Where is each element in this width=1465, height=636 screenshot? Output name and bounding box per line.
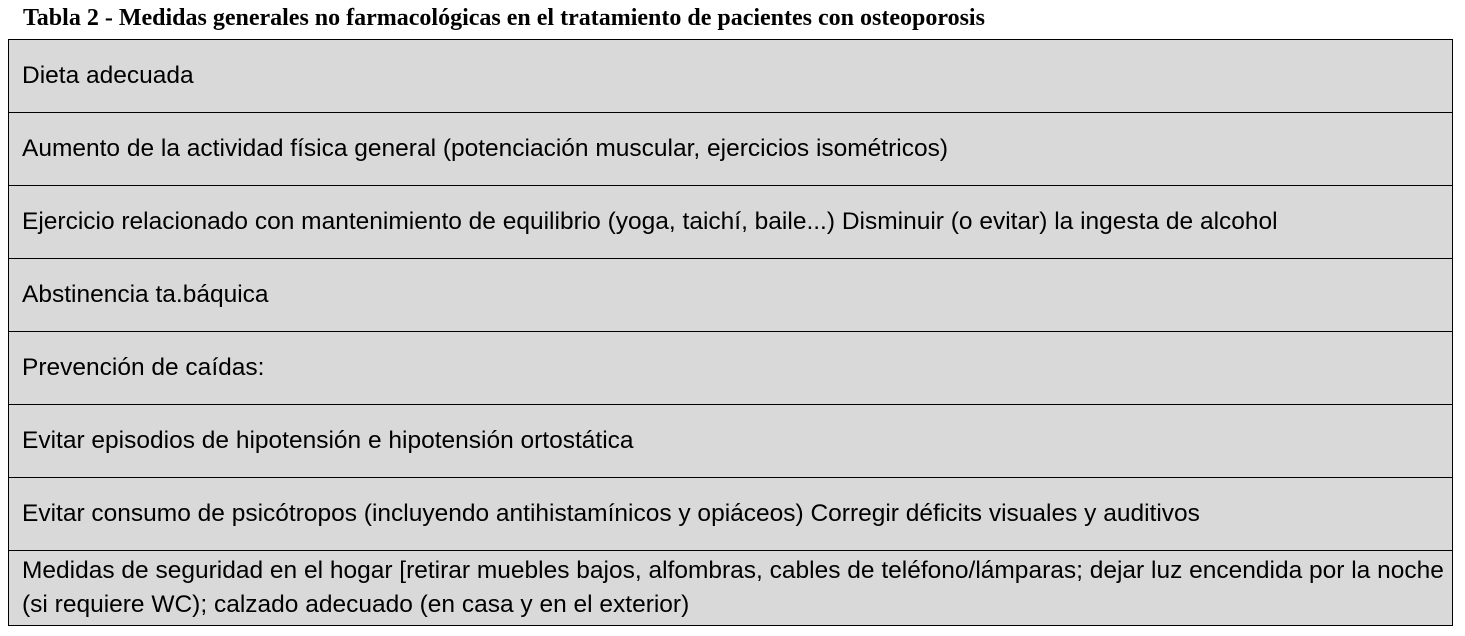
table-row: Aumento de la actividad física general (potenciación muscular, ejercicios isométricos) — [9, 113, 1452, 186]
table-row: Evitar consumo de psicótropos (incluyendo antihistamínicos y opiáceos) Corregir déficits visuales y auditivos — [9, 478, 1452, 551]
table-row: Dieta adecuada — [9, 40, 1452, 113]
table-row: Abstinencia ta.báquica — [9, 259, 1452, 332]
table-caption: Tabla 2 - Medidas generales no farmacológicas en el tratamiento de pacientes con osteoporosis — [23, 5, 985, 31]
table-row: Prevención de caídas: — [9, 332, 1452, 405]
table-row: Evitar episodios de hipotensión e hipotensión ortostática — [9, 405, 1452, 478]
table-row: Ejercicio relacionado con mantenimiento de equilibrio (yoga, taichí, baile...) Disminuir (o evitar) la ingesta de alcohol — [9, 186, 1452, 259]
table-row: Medidas de seguridad en el hogar [retirar muebles bajos, alfombras, cables de teléfono/lámparas; dejar luz encendida por la noche (si requiere WC); calzado adecuado (en casa y en el exterior) — [9, 551, 1452, 626]
measures-table — [8, 39, 1453, 626]
